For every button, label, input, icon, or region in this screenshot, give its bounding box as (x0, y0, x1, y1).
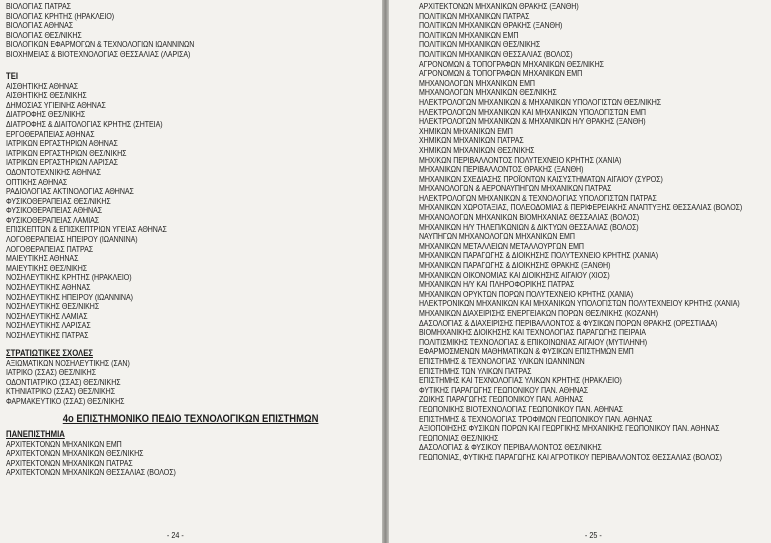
list-item: ΗΛΕΚΤΡΟΛΟΓΩΝ ΜΗΧΑΝΙΚΩΝ ΚΑΙ ΜΗΧΑΝΙΚΩΝ ΥΠΟΛΟΓΙΣΤΩΝ ΕΜΠ (419, 107, 646, 117)
list-item: ΜΗΧΑΝΟΛΟΓΩΝ ΜΗΧΑΝΙΚΩΝ ΕΜΠ (419, 78, 535, 88)
list-item: ΛΟΓΟΘΕΡΑΠΕΙΑΣ ΠΑΤΡΑΣ (6, 244, 94, 254)
list-item: ΜΗΧ/ΚΩΝ ΠΕΡΙΒΑΛΛΟΝΤΟΣ ΠΟΛΥΤΕΧΝΕΙΟ ΚΡΗΤΗΣ (ΧΑΝΙΑ) (419, 155, 622, 165)
list-item: ΚΤΗΝΙΑΤΡΙΚΟ (ΣΣΑΣ) ΘΕΣ/ΝΙΚΗΣ (6, 387, 116, 397)
list-item: ΙΑΤΡΙΚΟ (ΣΣΑΣ) ΘΕΣ/ΝΙΚΗΣ (6, 368, 97, 378)
engineering-list (419, 2, 767, 482)
list-item: ΕΠΙΣΚΕΠΤΩΝ & ΕΠΙΣΚΕΠΤΡΙΩΝ ΥΓΕΙΑΣ ΑΘΗΝΑΣ (6, 225, 167, 235)
list-item: ΒΙΟΛΟΓΙΑΣ ΚΡΗΤΗΣ (ΗΡΑΚΛΕΙΟ) (6, 11, 115, 21)
list-item: ΧΗΜΙΚΩΝ ΜΗΧΑΝΙΚΩΝ ΕΜΠ (419, 126, 513, 136)
left-page (0, 0, 382, 543)
list-item: ΧΗΜΙΚΩΝ ΜΗΧΑΝΙΚΩΝ ΠΑΤΡΑΣ (419, 136, 524, 146)
list-item: ΝΟΣΗΛΕΥΤΙΚΗΣ ΚΡΗΤΗΣ (ΗΡΑΚΛΕΙΟ) (6, 273, 132, 283)
list-item: ΝΟΣΗΛΕΥΤΙΚΗΣ ΛΑΡΙΣΑΣ (6, 321, 91, 331)
list-item: ΠΟΛΙΤΙΚΩΝ ΜΗΧΑΝΙΚΩΝ ΕΜΠ (419, 30, 519, 40)
list-item: ΔΙΑΤΡΟΦΗΣ & ΔΙΑΙΤΟΛΟΓΙΑΣ ΚΡΗΤΗΣ (ΣΗΤΕΙΑ) (6, 119, 163, 129)
scientific-field-title: 4ο ΕΠΙΣΤΗΜΟΝΙΚΟ ΠΕΔΙΟ ΤΕΧΝΟΛΟΓΙΚΩΝ ΕΠΙΣΤΗΜΩΝ (62, 412, 319, 425)
list-item: ΜΗΧΑΝΙΚΩΝ ΠΕΡΙΒΑΛΛΟΝΤΟΣ ΘΡΑΚΗΣ (ΞΑΝΘΗ) (419, 165, 584, 175)
list-item: ΔΙΑΤΡΟΦΗΣ ΘΕΣ/ΝΙΚΗΣ (6, 110, 86, 120)
list-item: ΠΟΛΙΤΙΚΩΝ ΜΗΧΑΝΙΚΩΝ ΘΡΑΚΗΣ (ΞΑΝΘΗ) (419, 21, 563, 31)
book-gutter (382, 0, 389, 543)
list-item: ΝΟΣΗΛΕΥΤΙΚΗΣ ΗΠΕΙΡΟΥ (ΙΩΑΝΝΙΝΑ) (6, 292, 133, 302)
list-item: ΟΔΟΝΤΙΑΤΡΙΚΟ (ΣΣΑΣ) ΘΕΣ/ΝΙΚΗΣ (6, 377, 121, 387)
list-item: ΜΗΧΑΝΙΚΩΝ ΔΙΑΧΕΙΡΙΣΗΣ ΕΝΕΡΓΕΙΑΚΩΝ ΠΟΡΩΝ ΘΕΣ/ΝΙΚΗΣ (ΚΟΖΑΝΗ) (419, 309, 659, 318)
list-item: ΦΥΣΙΚΟΘΕΡΑΠΕΙΑΣ ΛΑΜΙΑΣ (6, 215, 100, 225)
list-item: ΜΗΧΑΝΙΚΩΝ Η/Υ ΚΑΙ ΠΛΗΡΟΦΟΡΙΚΗΣ ΠΑΤΡΑΣ (419, 280, 575, 290)
list-item: ΝΟΣΗΛΕΥΤΙΚΗΣ ΠΑΤΡΑΣ (6, 331, 89, 340)
list-item: ΔΑΣΟΛΟΓΙΑΣ & ΔΙΑΧΕΙΡΙΣΗΣ ΠΕΡΙΒΑΛΛΟΝΤΟΣ & ΦΥΣΙΚΩΝ ΠΟΡΩΝ ΘΡΑΚΗΣ (ΟΡΕΣΤΙΑΔΑ) (419, 318, 718, 328)
list-item: ΦΑΡΜΑΚΕΥΤΙΚΟ (ΣΣΑΣ) ΘΕΣ/ΝΙΚΗΣ (6, 396, 125, 406)
list-item: ΡΑΔΙΟΛΟΓΙΑΣ ΑΚΤΙΝΟΛΟΓΙΑΣ ΑΘΗΝΑΣ (6, 187, 134, 197)
page-number: - 24 - (166, 531, 184, 540)
list-item: ΝΟΣΗΛΕΥΤΙΚΗΣ ΘΕΣ/ΝΙΚΗΣ (6, 302, 100, 312)
list-item: ΜΗΧΑΝΟΛΟΓΩΝ ΜΗΧΑΝΙΚΩΝ ΘΕΣ/ΝΙΚΗΣ (419, 88, 557, 98)
right-page (389, 0, 771, 543)
list-item: ΑΙΣΘΗΤΙΚΗΣ ΘΕΣ/ΝΙΚΗΣ (6, 91, 87, 101)
list-item: ΔΑΣΟΛΟΓΙΑΣ & ΦΥΣΙΚΟΥ ΠΕΡΙΒΑΛΛΟΝΤΟΣ ΘΕΣ/ΝΙΚΗΣ (419, 443, 602, 453)
list-item: ΗΛΕΚΤΡΟΝΙΚΩΝ ΜΗΧΑΝΙΚΩΝ ΚΑΙ ΜΗΧΑΝΙΚΩΝ ΥΠΟΛΟΓΙΣΤΩΝ ΠΟΛΥΤΕΧΝΕΙΟΥ ΚΡΗΤΗΣ (ΧΑΝΙΑ) (419, 299, 740, 309)
list-item: ΕΠΙΣΤΗΜΗΣ & ΤΕΧΝΟΛΟΓΙΑΣ ΤΡΟΦΙΜΩΝ ΓΕΩΠΟΝΙΚΟΥ ΠΑΝ. ΑΘΗΝΑΣ (419, 414, 653, 424)
list-item: ΒΙΟΛΟΓΙΑΣ ΘΕΣ/ΝΙΚΗΣ (6, 30, 82, 40)
list-item: ΑΞΙΩΜΑΤΙΚΩΝ ΝΟΣΗΛΕΥΤΙΚΗΣ (ΣΑΝ) (6, 358, 130, 368)
list-item: ΜΗΧΑΝΙΚΩΝ ΣΧΕΔΙΑΣΗΣ ΠΡΟΪΟΝΤΩΝ ΚΑΙΣΥΣΤΗΜΑΤΩΝ ΑΙΓΑΙΟΥ (ΣΥΡΟΣ) (419, 174, 663, 184)
list-item: ΦΥΣΙΚΟΘΕΡΑΠΕΙΑΣ ΘΕΣ/ΝΙΚΗΣ (6, 196, 111, 206)
list-item: ΙΑΤΡΙΚΩΝ ΕΡΓΑΣΤΗΡΙΩΝ ΑΘΗΝΑΣ (6, 139, 118, 149)
list-item: ΛΟΓΟΘΕΡΑΠΕΙΑΣ ΗΠΕΙΡΟΥ (ΙΩΑΝΝΙΝΑ) (6, 235, 138, 245)
list-item: ΠΟΛΙΤΙΚΩΝ ΜΗΧΑΝΙΚΩΝ ΘΕΣΣΑΛΙΑΣ (ΒΟΛΟΣ) (419, 49, 573, 59)
list-item: ΝΟΣΗΛΕΥΤΙΚΗΣ ΑΘΗΝΑΣ (6, 283, 91, 293)
list-item: ΑΡΧΙΤΕΚΤΟΝΩΝ ΜΗΧΑΝΙΚΩΝ ΕΜΠ (6, 439, 122, 449)
biology-list (6, 2, 376, 60)
list-item: ΜΗΧΑΝΙΚΩΝ Η/Υ ΤΗΛΕΠ/ΚΩΝΙΩΝ & ΔΙΚΤΥΩΝ ΘΕΣΣΑΛΙΑΣ (ΒΟΛΟΣ) (419, 222, 639, 232)
list-item: ΓΕΩΠΟΝΙΑΣ ΘΕΣ/ΝΙΚΗΣ (419, 433, 499, 443)
list-item: ΜΗΧΑΝΙΚΩΝ ΟΡΥΚΤΩΝ ΠΟΡΩΝ ΠΟΛΥΤΕΧΝΕΙΟ ΚΡΗΤΗΣ (ΧΑΝΙΑ) (419, 289, 634, 299)
list-item: ΦΥΣΙΚΟΘΕΡΑΠΕΙΑΣ ΑΘΗΝΑΣ (6, 206, 103, 216)
list-item: ΑΓΡΟΝΟΜΩΝ & ΤΟΠΟΓΡΑΦΩΝ ΜΗΧΑΝΙΚΩΝ ΕΜΠ (419, 69, 583, 79)
list-item: ΟΠΤΙΚΗΣ ΑΘΗΝΑΣ (6, 177, 68, 187)
list-item: ΑΞΙΟΠΟΙΗΣΗΣ ΦΥΣΙΚΩΝ ΠΟΡΩΝ ΚΑΙ ΓΕΩΡΓΙΚΗΣ ΜΗΧΑΝΙΚΗΣ ΓΕΩΠΟΝΙΚΟΥ ΠΑΝ. ΑΘΗΝΑΣ (419, 424, 720, 434)
list-item: ΝΟΣΗΛΕΥΤΙΚΗΣ ΛΑΜΙΑΣ (6, 311, 88, 321)
list-item: ΒΙΟΛΟΓΙΑΣ ΑΘΗΝΑΣ (6, 21, 74, 31)
list-item: ΜΗΧΑΝΙΚΩΝ ΟΙΚΟΝΟΜΙΑΣ ΚΑΙ ΔΙΟΙΚΗΣΗΣ ΑΙΓΑΙΟΥ (ΧΙΟΣ) (419, 270, 610, 280)
list-item: ΜΑΙΕΥΤΙΚΗΣ ΘΕΣ/ΝΙΚΗΣ (6, 263, 88, 273)
list-item: ΜΗΧΑΝΙΚΩΝ ΜΕΤΑΛΛΕΙΩΝ ΜΕΤΑΛΛΟΥΡΓΩΝ ΕΜΠ (419, 241, 584, 251)
list-item: ΜΗΧΑΝΙΚΩΝ ΠΑΡΑΓΩΓΗΣ & ΔΙΟΙΚΗΣΗΣ ΘΡΑΚΗΣ (ΞΑΝΘΗ) (419, 261, 611, 271)
tei-heading: ΤΕΙ (6, 70, 19, 81)
list-item: ΒΙΟΛΟΓΙΚΩΝ ΕΦΑΡΜΟΓΩΝ & ΤΕΧΝΟΛΟΓΙΩΝ ΙΩΑΝΝΙΝΩΝ (6, 40, 195, 50)
list-item (419, 463, 718, 473)
list-item: ΗΛΕΚΤΡΟΛΟΓΩΝ ΜΗΧΑΝΙΚΩΝ & ΜΗΧΑΝΙΚΩΝ ΥΠΟΛΟΓΙΣΤΩΝ ΘΕΣ/ΝΙΚΗΣ (419, 97, 662, 107)
list-item: ΑΓΡΟΝΟΜΩΝ & ΤΟΠΟΓΡΑΦΩΝ ΜΗΧΑΝΙΚΩΝ ΘΕΣ/ΝΙΚΗΣ (419, 59, 604, 69)
list-item: ΑΡΧΙΤΕΚΤΟΝΩΝ ΜΗΧΑΝΙΚΩΝ ΘΡΑΚΗΣ (ΞΑΝΘΗ) (419, 2, 579, 11)
list-item: ΓΕΩΠΟΝΙΚΗΣ ΒΙΟΤΕΧΝΟΛΟΓΙΑΣ ΓΕΩΠΟΝΙΚΟΥ ΠΑΝ. ΑΘΗΝΑΣ (419, 404, 623, 414)
list-item: ΕΦΑΡΜΟΣΜΕΝΩΝ ΜΑΘΗΜΑΤΙΚΩΝ & ΦΥΣΙΚΩΝ ΕΠΙΣΤΗΜΩΝ ΕΜΠ (419, 347, 634, 357)
list-item: ΑΙΣΘΗΤΙΚΗΣ ΑΘΗΝΑΣ (6, 81, 79, 91)
list-item: ΕΠΙΣΤΗΜΗΣ & ΤΕΧΝΟΛΟΓΙΑΣ ΥΛΙΚΩΝ ΙΩΑΝΝΙΝΩΝ (419, 356, 585, 366)
list-item: ΕΡΓΟΘΕΡΑΠΕΙΑΣ ΑΘΗΝΑΣ (6, 129, 95, 139)
list-item: ΕΠΙΣΤΗΜΗΣ ΚΑΙ ΤΕΧΝΟΛΟΓΙΑΣ ΥΛΙΚΩΝ ΚΡΗΤΗΣ (ΗΡΑΚΛΕΙΟ) (419, 376, 622, 386)
list-item: ΜΗΧΑΝΟΛΟΓΩΝ & ΑΕΡΟΝΑΥΠΗΓΩΝ ΜΗΧΑΝΙΚΩΝ ΠΑΤΡΑΣ (419, 184, 612, 194)
list-item: ΑΡΧΙΤΕΚΤΟΝΩΝ ΜΗΧΑΝΙΚΩΝ ΘΕΣ/ΝΙΚΗΣ (6, 449, 144, 459)
list-item: ΠΟΛΙΤΙΚΩΝ ΜΗΧΑΝΙΚΩΝ ΘΕΣ/ΝΙΚΗΣ (419, 40, 541, 50)
list-item: ΜΗΧΑΝΙΚΩΝ ΠΑΡΑΓΩΓΗΣ & ΔΙΟΙΚΗΣΗΣ ΠΟΛΥΤΕΧΝΕΙΟ ΚΡΗΤΗΣ (ΧΑΝΙΑ) (419, 251, 659, 261)
military-list (6, 359, 376, 407)
universities-heading: ΠΑΝΕΠΙΣΤΗΜΙΑ (6, 428, 65, 439)
list-item: ΗΛΕΚΤΡΟΛΟΓΩΝ ΜΗΧΑΝΙΚΩΝ & ΜΗΧΑΝΙΚΩΝ Η/Υ ΘΡΑΚΗΣ (ΞΑΝΘΗ) (419, 117, 646, 127)
list-item: ΒΙΟΛΟΓΙΑΣ ΠΑΤΡΑΣ (6, 2, 71, 11)
list-item: ΦΥΤΙΚΗΣ ΠΑΡΑΓΩΓΗΣ ΓΕΩΠΟΝΙΚΟΥ ΠΑΝ. ΑΘΗΝΑΣ (419, 385, 589, 395)
list-item: ΜΗΧΑΝΙΚΩΝ ΧΩΡΟΤΑΞΙΑΣ, ΠΟΛΕΟΔΟΜΙΑΣ & ΠΕΡΙΦΕΡΕΙΑΚΗΣ ΑΝΑΠΤΥΞΗΣ ΘΕΣΣΑΛΙΑΣ (ΒΟΛΟΣ) (419, 203, 743, 213)
list-item: ΧΗΜΙΚΩΝ ΜΗΧΑΝΙΚΩΝ ΘΕΣ/ΝΙΚΗΣ (419, 145, 535, 155)
list-item: ΖΩΙΚΗΣ ΠΑΡΑΓΩΓΗΣ ΓΕΩΠΟΝΙΚΟΥ ΠΑΝ. ΑΘΗΝΑΣ (419, 395, 584, 405)
list-item: ΒΙΟΜΗΧΑΝΙΚΗΣ ΔΙΟΙΚΗΣΗΣ ΚΑΙ ΤΕΧΝΟΛΟΓΙΑΣ ΠΑΡΑΓΩΓΗΣ ΠΕΙΡΑΙΑ (419, 328, 646, 338)
list-item: ΙΑΤΡΙΚΩΝ ΕΡΓΑΣΤΗΡΙΩΝ ΘΕΣ/ΝΙΚΗΣ (6, 148, 127, 158)
list-item (419, 472, 718, 482)
list-item: ΠΟΛΙΤΙΚΩΝ ΜΗΧΑΝΙΚΩΝ ΠΑΤΡΑΣ (419, 11, 530, 21)
list-item: ΓΕΩΠΟΝΙΑΣ, ΦΥΤΙΚΗΣ ΠΑΡΑΓΩΓΗΣ ΚΑΙ ΑΓΡΟΤΙΚΟΥ ΠΕΡΙΒΑΛΛΟΝΤΟΣ ΘΕΣΣΑΛΙΑΣ (ΒΟΛΟΣ) (419, 452, 722, 462)
list-item: ΗΛΕΚΤΡΟΛΟΓΩΝ ΜΗΧΑΝΙΚΩΝ & ΤΕΧΝΟΛΟΓΙΑΣ ΥΠΟΛΟΓΙΣΤΩΝ ΠΑΤΡΑΣ (419, 193, 657, 203)
page-number: - 25 - (584, 531, 602, 540)
list-item: ΑΡΧΙΤΕΚΤΟΝΩΝ ΜΗΧΑΝΙΚΩΝ ΠΑΤΡΑΣ (6, 458, 133, 468)
list-item: ΒΙΟΧΗΜΕΙΑΣ & ΒΙΟΤΕΧΝΟΛΟΓΙΑΣ ΘΕΣΣΑΛΙΑΣ (ΛΑΡΙΣΑ) (6, 49, 191, 59)
list-item: ΕΠΙΣΤΗΜΗΣ ΤΩΝ ΥΛΙΚΩΝ ΠΑΤΡΑΣ (419, 366, 532, 376)
list-item: ΠΟΛΙΤΙΣΜΙΚΗΣ ΤΕΧΝΟΛΟΓΙΑΣ & ΕΠΙΚΟΙΝΩΝΙΑΣ ΑΙΓΑΙΟΥ (ΜΥΤΙΛΗΝΗ) (419, 337, 648, 347)
list-item: ΙΑΤΡΙΚΩΝ ΕΡΓΑΣΤΗΡΙΩΝ ΛΑΡΙΣΑΣ (6, 158, 118, 168)
list-item: ΑΡΧΙΤΕΚΤΟΝΩΝ ΜΗΧΑΝΙΚΩΝ ΘΕΣΣΑΛΙΑΣ (ΒΟΛΟΣ) (6, 468, 176, 478)
list-item: ΜΑΙΕΥΤΙΚΗΣ ΑΘΗΝΑΣ (6, 254, 79, 264)
list-item: ΟΔΟΝΤΟΤΕΧΝΙΚΗΣ ΑΘΗΝΑΣ (6, 167, 101, 177)
list-item: ΔΗΜΟΣΙΑΣ ΥΓΙΕΙΝΗΣ ΑΘΗΝΑΣ (6, 100, 106, 110)
military-schools-heading: ΣΤΡΑΤΙΩΤΙΚΕΣ ΣΧΟΛΕΣ (6, 347, 94, 358)
list-item: ΝΑΥΠΗΓΩΝ ΜΗΧΑΝΟΛΟΓΩΝ ΜΗΧΑΝΙΚΩΝ ΕΜΠ (419, 232, 575, 242)
list-item: ΜΗΧΑΝΟΛΟΓΩΝ ΜΗΧΑΝΙΚΩΝ ΒΙΟΜΗΧΑΝΙΑΣ ΘΕΣΣΑΛΙΑΣ (ΒΟΛΟΣ) (419, 213, 640, 223)
tei-list (6, 82, 376, 341)
universities-list (6, 440, 376, 478)
